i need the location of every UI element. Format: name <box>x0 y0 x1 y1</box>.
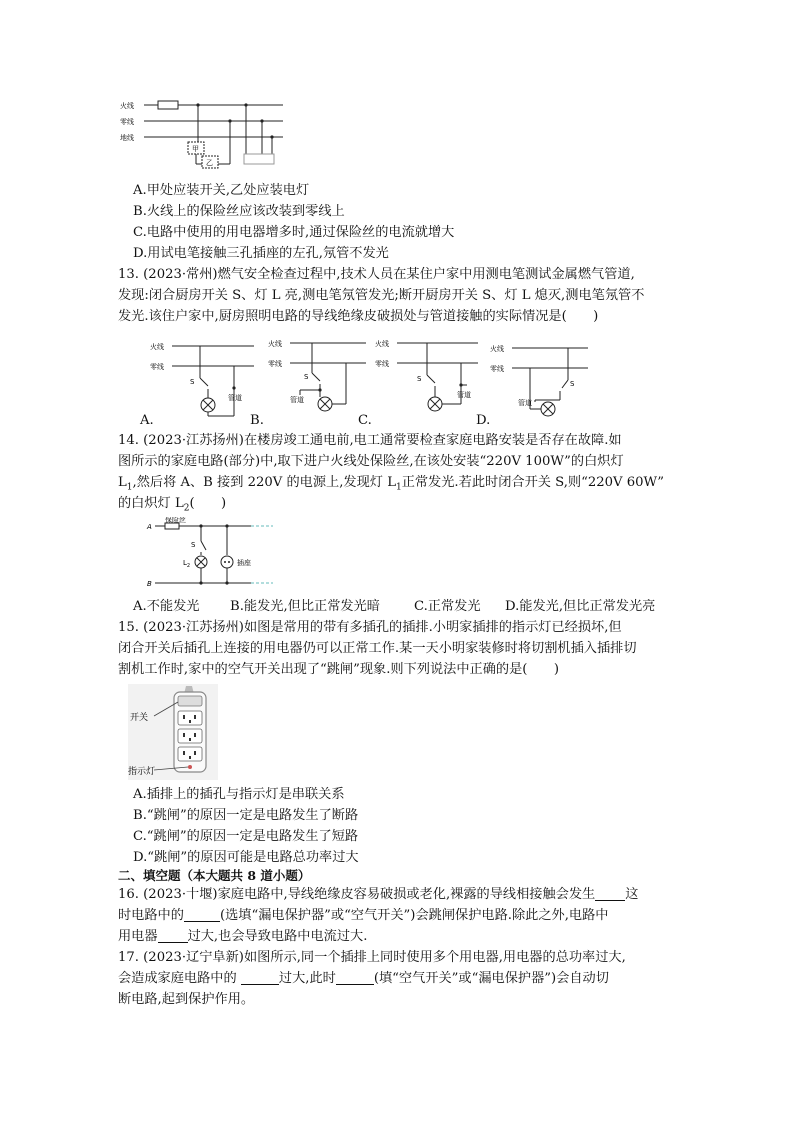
neutral-label: 零线 <box>268 360 282 368</box>
lamp-label: $L_2$ <box>183 559 191 569</box>
q17-stem-line-3: 断电路,起到保护作用。 <box>118 992 255 1007</box>
q17-stem-line-1: 17. (2023·辽宁阜新)如图所示,同一个插排上同时使用多个用电器,用电器的总功率过大, <box>118 950 626 965</box>
neutral-label: 零线 <box>150 363 164 371</box>
q12-option-c: C.电路中使用的用电器增多时,通过保险丝的电流就增大 <box>133 225 455 240</box>
answer-blank[interactable] <box>184 907 220 922</box>
position-b-label: 乙 <box>206 159 213 167</box>
q13-figure-b <box>268 335 368 417</box>
q15-stem-line-1: 15. (2023·江苏扬州)如图是常用的带有多插孔的插排.小明家插排的指示灯已经损坏,但 <box>118 620 622 635</box>
q12-option-d: D.用试电笔接触三孔插座的左孔,氖管不发光 <box>133 246 389 261</box>
live-label: 火线 <box>490 345 504 353</box>
fuse-label: 保险丝 <box>165 517 186 524</box>
switch-label: S <box>417 375 422 383</box>
q12-circuit-figure <box>118 94 288 174</box>
neutral-wire-label: 零线 <box>120 118 134 126</box>
q15-option-c: C.“跳闸”的原因一定是电路发生了短路 <box>133 829 359 844</box>
live-label: 火线 <box>268 340 282 348</box>
pipe-label: 管道 <box>290 396 304 404</box>
q13-choice-c: C. <box>358 413 372 428</box>
q16-stem-line-3: 用电器 过大,也会导致电路中电流过大. <box>118 929 368 944</box>
q15-stem-line-3: 割机工作时,家中的空气开关出现了“跳闸”现象.则下列说法中正确的是( ) <box>118 662 559 677</box>
q15-stem-line-2: 闭合开关后插孔上连接的用电器仍可以正常工作.某一天小明家装修时将切割机插入插排切 <box>118 641 637 656</box>
q16-stem-line-1: 16. (2023·十堰)家庭电路中,导线绝缘皮容易破损或老化,裸露的导线相接触会发生 这 <box>118 887 639 902</box>
q15-option-a: A.插排上的插孔与指示灯是串联关系 <box>133 787 345 802</box>
socket-label: 插座 <box>237 559 251 567</box>
switch-label: 开关 <box>130 713 149 723</box>
position-a-label: 甲 <box>192 145 199 153</box>
q15-option-d: D.“跳闸”的原因可能是电路总功率过大 <box>133 850 359 865</box>
neutral-label: 零线 <box>490 365 504 373</box>
switch-label: S <box>570 380 575 388</box>
section-heading: 二、填空题（本大题共 8 道小题） <box>118 868 311 883</box>
pipe-label: 管道 <box>457 391 471 399</box>
q12-option-b: B.火线上的保险丝应该改装到零线上 <box>133 204 345 219</box>
live-label: 火线 <box>150 343 164 351</box>
q14-stem-line-2: 图所示的家庭电路(部分)中,取下进户火线处保险丝,在该处安装“220V 100W”的白炽灯 <box>118 454 624 469</box>
switch-label: S <box>190 378 195 386</box>
q13-stem-line-2: 发现:闭合厨房开关 S、灯 L 亮,测电笔氖管发光;断开厨房开关 S、灯 L 熄灭,测电笔氖管不 <box>118 288 645 303</box>
q14-stem-line-1: 14. (2023·江苏扬州)在楼房竣工通电前,电工通常要检查家庭电路安装是否存在故障.如 <box>118 433 622 448</box>
q14-option-a: A.不能发光 <box>133 599 200 614</box>
pipe-label: 管道 <box>518 399 532 407</box>
indicator-label: 指示灯 <box>128 767 156 777</box>
answer-blank[interactable] <box>336 970 374 985</box>
q14-option-b: B.能发光,但比正常发光暗 <box>230 599 380 614</box>
q13-figure-c <box>375 335 480 417</box>
q17-stem-line-2: 会造成家庭电路中的 过大,此时 (填“空气开关”或“漏电保护器”)会自动切 <box>118 971 609 986</box>
neutral-label: 零线 <box>375 360 389 368</box>
q14-option-d: D.能发光,但比正常发光亮 <box>505 599 656 614</box>
q13-stem-line-1: 13. (2023·常州)燃气安全检查过程中,技术人员在某住户家中用测电笔测试金属燃气管道, <box>118 267 635 282</box>
answer-blank[interactable] <box>595 886 625 901</box>
q13-choice-b: B. <box>250 413 264 428</box>
q13-figure-a <box>150 338 256 420</box>
point-a-label: A <box>147 523 152 531</box>
q15-power-strip-image <box>128 684 218 780</box>
q15-option-b: B.“跳闸”的原因一定是电路发生了断路 <box>133 808 359 823</box>
q14-circuit-figure <box>145 517 275 593</box>
q13-stem-line-3: 发光.该住户家中,厨房照明电路的导线绝缘皮破损处与管道接触的实际情况是( ) <box>118 309 599 324</box>
q14-stem-line-4: 的白炽灯 $L_2$( ) <box>118 496 227 514</box>
live-label: 火线 <box>375 340 389 348</box>
q13-figure-d <box>490 340 590 422</box>
answer-blank[interactable] <box>241 970 279 985</box>
ground-wire-label: 地线 <box>120 134 134 142</box>
switch-label: S <box>191 541 196 549</box>
answer-blank[interactable] <box>158 928 188 943</box>
q13-choice-d: D. <box>476 413 491 428</box>
q12-option-a: A.甲处应装开关,乙处应装电灯 <box>133 183 310 198</box>
switch-label: S <box>304 373 309 381</box>
q14-stem-line-3: $L_1$,然后将 A、B 接到 220V 的电源上,发现灯 $L_1$正常发光.若此时闭合开关 S,则“220V 60W” <box>118 475 665 493</box>
q13-choice-a: A. <box>140 413 154 428</box>
q14-option-c: C.正常发光 <box>414 599 481 614</box>
point-b-label: B <box>147 580 152 588</box>
pipe-label: 管道 <box>228 394 242 402</box>
live-wire-label: 火线 <box>120 102 134 110</box>
q16-stem-line-2: 时电路中的 (选填“漏电保护器”或“空气开关”)会跳闸保护电路.除此之外,电路中 <box>118 908 609 923</box>
